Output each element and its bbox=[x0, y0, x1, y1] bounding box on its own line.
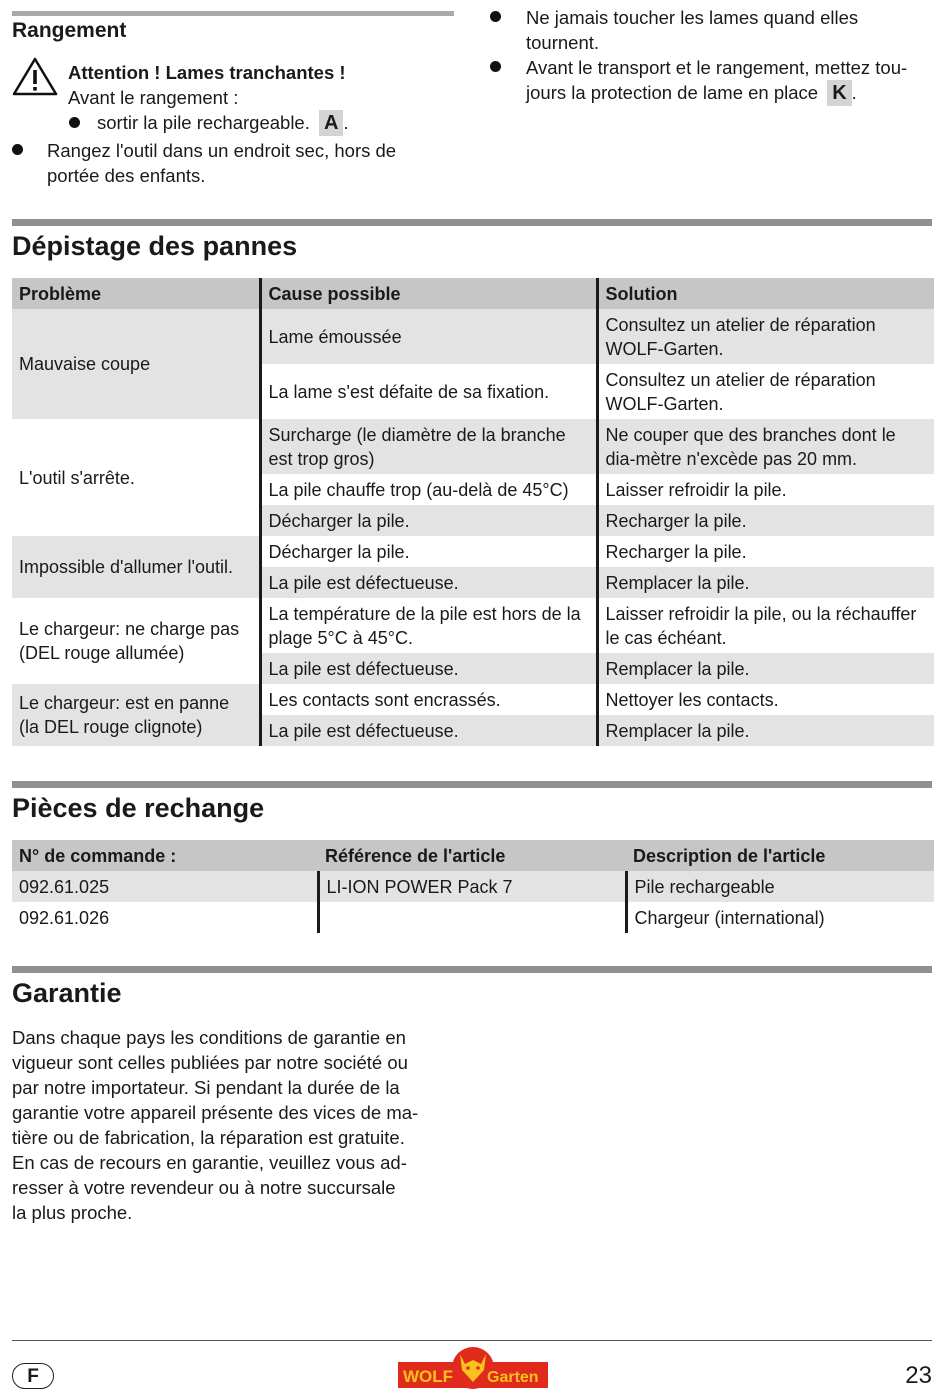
bullet-icon bbox=[69, 117, 80, 128]
spare-parts-table bbox=[12, 840, 934, 933]
bullet-icon bbox=[12, 144, 23, 155]
cause-cell: Décharger la pile. bbox=[260, 536, 597, 567]
column-header: N° de commande : bbox=[12, 840, 318, 871]
section-title-rangement: Rangement bbox=[12, 19, 127, 42]
warranty-line: tière ou de fabrication, la réparation est gratuite. bbox=[12, 1127, 405, 1148]
cause-cell: Décharger la pile. bbox=[260, 505, 597, 536]
warranty-line: garantie votre appareil présente des vices de ma- bbox=[12, 1102, 419, 1123]
problem-cell: Impossible d'allumer l'outil. bbox=[12, 536, 260, 598]
order-number-cell: 092.61.026 bbox=[12, 902, 318, 933]
column-header: Problème bbox=[12, 278, 260, 309]
article-description-cell: Pile rechargeable bbox=[626, 871, 934, 902]
solution-cell: Remplacer la pile. bbox=[597, 715, 934, 746]
sub-bullet-period: . bbox=[343, 112, 349, 133]
column-header: Référence de l'article bbox=[318, 840, 626, 871]
table-row bbox=[12, 871, 934, 902]
warranty-line: En cas de recours en garantie, veuillez vous ad- bbox=[12, 1152, 407, 1173]
cause-cell: La pile est défectueuse. bbox=[260, 715, 597, 746]
cause-cell: Lame émoussée bbox=[260, 309, 597, 364]
section-title-pieces: Pièces de rechange bbox=[12, 793, 265, 823]
language-badge: F bbox=[12, 1363, 54, 1389]
table-row bbox=[12, 598, 934, 653]
warranty-line: par notre importateur. Si pendant la durée de la bbox=[12, 1077, 400, 1098]
cause-cell: La lame s'est défaite de sa fixation. bbox=[260, 364, 597, 419]
problem-cell: Le chargeur: ne charge pas (DEL rouge allumée) bbox=[12, 598, 260, 684]
table-row bbox=[12, 419, 934, 474]
footer-rule bbox=[12, 1340, 932, 1341]
section-rule-garantie bbox=[12, 966, 932, 973]
cause-cell: La pile chauffe trop (au-delà de 45°C) bbox=[260, 474, 597, 505]
table-row bbox=[12, 309, 934, 364]
wolf-garten-logo bbox=[398, 1346, 548, 1390]
section-rule-depistage bbox=[12, 219, 932, 226]
article-reference-cell: LI-ION POWER Pack 7 bbox=[318, 871, 626, 902]
transport-bullet-line-1: Avant le transport et le rangement, mettez tou- bbox=[526, 57, 908, 78]
transport-bullet-line-2 bbox=[526, 80, 857, 106]
bullet-icon bbox=[490, 61, 501, 72]
bullet-icon bbox=[490, 11, 501, 22]
table-row bbox=[12, 684, 934, 715]
problem-cell: L'outil s'arrête. bbox=[12, 419, 260, 536]
solution-cell: Laisser refroidir la pile. bbox=[597, 474, 934, 505]
section-title-depistage: Dépistage des pannes bbox=[12, 231, 298, 261]
sub-bullet-text: sortir la pile rechargeable. bbox=[97, 112, 310, 133]
cause-cell: Surcharge (le diamètre de la branche est trop gros) bbox=[260, 419, 597, 474]
solution-cell: Laisser refroidir la pile, ou la réchauffer le cas échéant. bbox=[597, 598, 934, 653]
page-number: 23 bbox=[905, 1362, 932, 1389]
storage-bullet-line-1: Rangez l'outil dans un endroit sec, hors de bbox=[47, 140, 397, 161]
solution-cell: Nettoyer les contacts. bbox=[597, 684, 934, 715]
solution-cell: Consultez un atelier de réparation WOLF-Garten. bbox=[597, 364, 934, 419]
column-header: Description de l'article bbox=[626, 840, 934, 871]
storage-bullet-line-2: portée des enfants. bbox=[47, 165, 206, 186]
warranty-line: resser à votre revendeur ou à notre succursale bbox=[12, 1177, 396, 1198]
table-row bbox=[12, 536, 934, 567]
solution-cell: Recharger la pile. bbox=[597, 505, 934, 536]
solution-cell: Consultez un atelier de réparation WOLF-Garten. bbox=[597, 309, 934, 364]
section-rule-pieces bbox=[12, 781, 932, 788]
warranty-line: Dans chaque pays les conditions de garantie en bbox=[12, 1027, 406, 1048]
sub-bullet bbox=[97, 110, 349, 136]
troubleshooting-table bbox=[12, 278, 934, 746]
transport-bullet-text: jours la protection de lame en place bbox=[526, 82, 819, 103]
solution-cell: Remplacer la pile. bbox=[597, 653, 934, 684]
warranty-line: la plus proche. bbox=[12, 1202, 133, 1223]
table-header-row bbox=[12, 840, 934, 871]
table-header-row bbox=[12, 278, 934, 309]
solution-cell: Remplacer la pile. bbox=[597, 567, 934, 598]
cause-cell: Les contacts sont encrassés. bbox=[260, 684, 597, 715]
key-label-k: K bbox=[827, 80, 851, 106]
transport-bullet-period: . bbox=[851, 82, 857, 103]
table-row bbox=[12, 902, 934, 933]
column-header: Solution bbox=[597, 278, 934, 309]
column-header: Cause possible bbox=[260, 278, 597, 309]
warning-text: Avant le rangement : bbox=[68, 87, 239, 108]
article-reference-cell bbox=[318, 902, 626, 933]
logo-text-wolf: WOLF bbox=[403, 1367, 454, 1386]
logo-text-garten: Garten bbox=[487, 1369, 539, 1386]
problem-cell: Le chargeur: est en panne (la DEL rouge clignote) bbox=[12, 684, 260, 746]
blade-bullet-line-1: Ne jamais toucher les lames quand elles bbox=[526, 7, 859, 28]
cause-cell: La température de la pile est hors de la plage 5°C à 45°C. bbox=[260, 598, 597, 653]
warning-triangle-icon bbox=[12, 56, 58, 96]
solution-cell: Ne couper que des branches dont le dia-mètre n'excède pas 20 mm. bbox=[597, 419, 934, 474]
warning-title: Attention ! Lames tranchantes ! bbox=[68, 62, 346, 83]
cause-cell: La pile est défectueuse. bbox=[260, 567, 597, 598]
problem-cell: Mauvaise coupe bbox=[12, 309, 260, 419]
section-rule-rangement bbox=[12, 11, 454, 16]
warranty-paragraph bbox=[12, 1025, 472, 1225]
order-number-cell: 092.61.025 bbox=[12, 871, 318, 902]
blade-bullet-line-2: tournent. bbox=[526, 32, 600, 53]
key-label-a: A bbox=[319, 110, 343, 136]
warranty-line: vigueur sont celles publiées par notre société ou bbox=[12, 1052, 408, 1073]
cause-cell: La pile est défectueuse. bbox=[260, 653, 597, 684]
article-description-cell: Chargeur (international) bbox=[626, 902, 934, 933]
section-title-garantie: Garantie bbox=[12, 978, 122, 1008]
solution-cell: Recharger la pile. bbox=[597, 536, 934, 567]
